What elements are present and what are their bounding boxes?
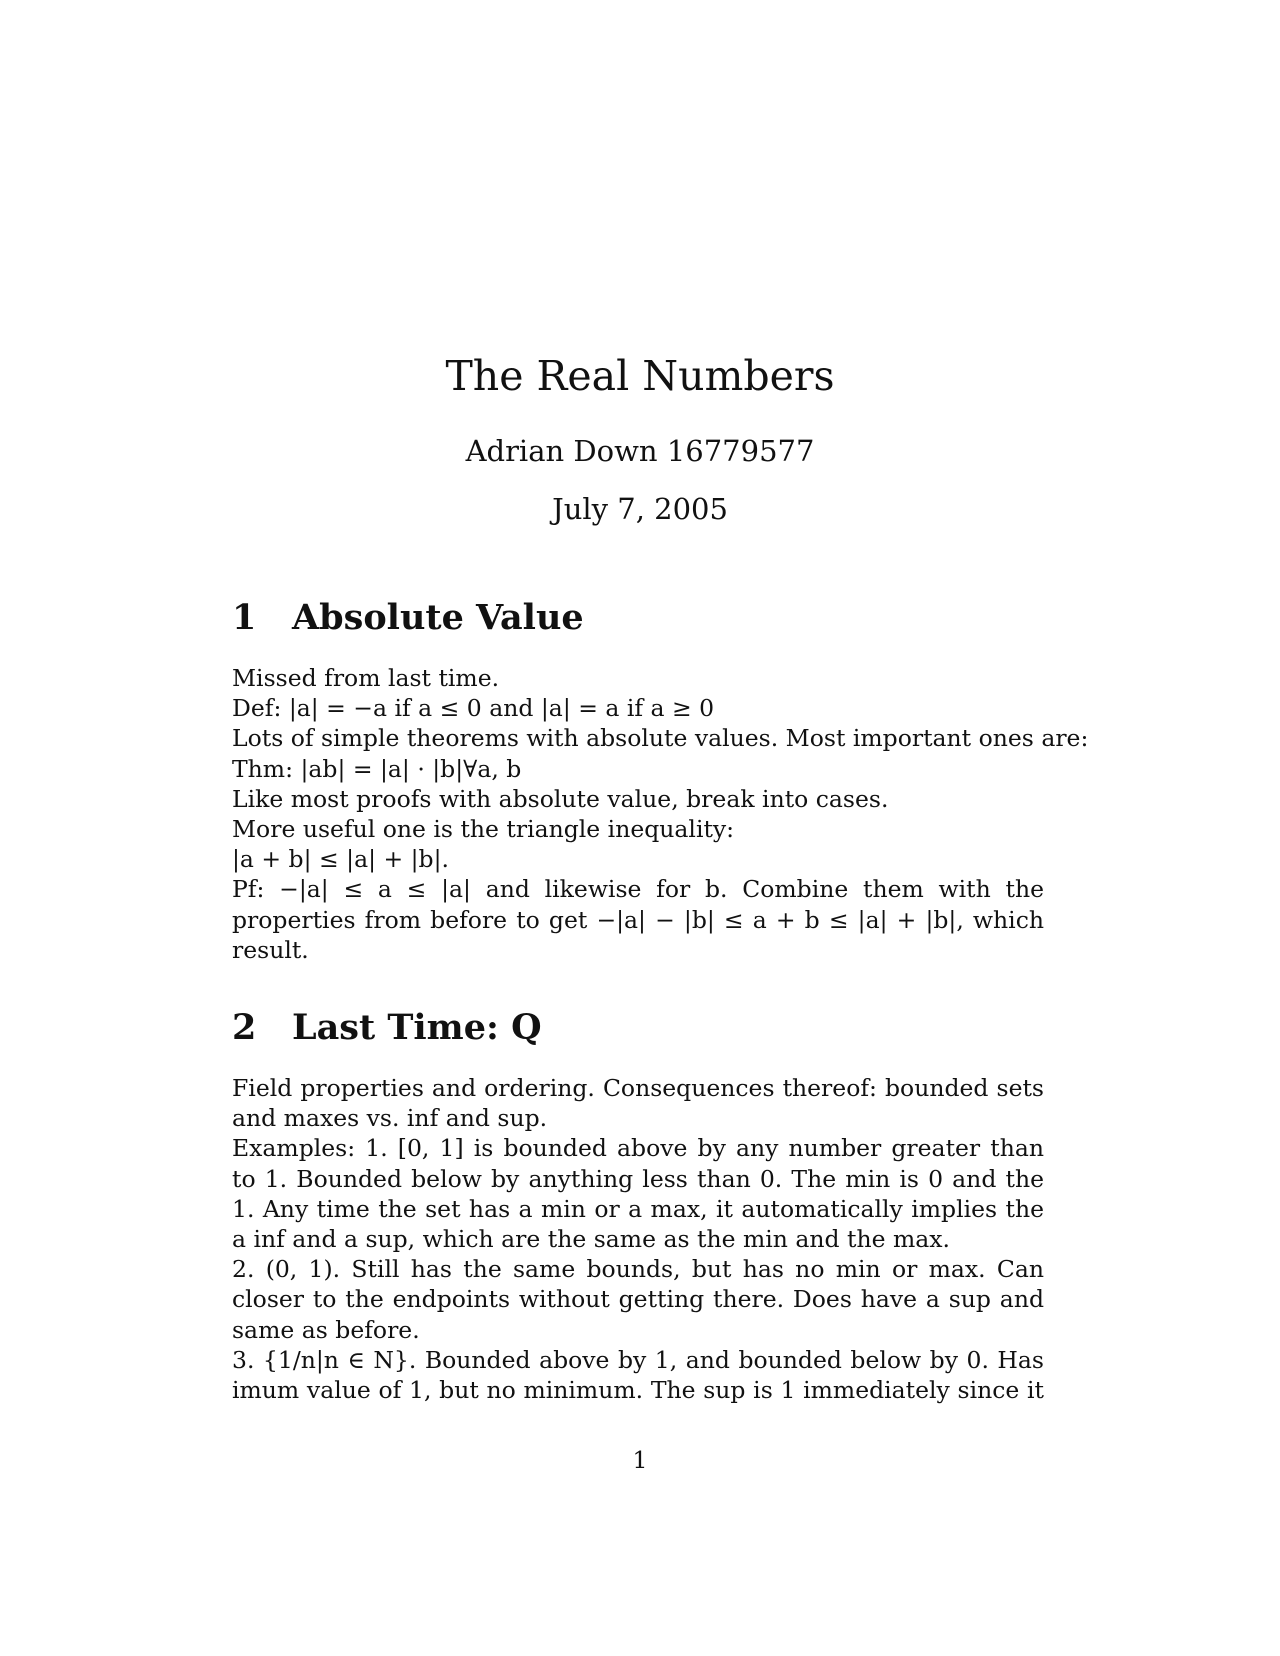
text-line: Field properties and ordering. Consequences thereof: bounded sets — [232, 1074, 1044, 1102]
section-title: Absolute Value — [292, 597, 584, 638]
section-body-absolute-value — [232, 663, 1089, 965]
text-line: Thm: |ab| = |a| · |b|∀a, b — [232, 754, 522, 783]
section-heading-last-time — [232, 1007, 1052, 1049]
section-heading-absolute-value — [232, 597, 1052, 639]
text-line: 2. (0, 1). Still has the same bounds, but has no min or max. Can — [232, 1255, 1044, 1284]
document-date: July 7, 2005 — [552, 492, 728, 526]
document-author: Adrian Down 16779577 — [465, 434, 815, 468]
document-title: The Real Numbers — [445, 352, 835, 400]
text-line: More useful one is the triangle inequality: — [232, 815, 735, 844]
text-line: Like most proofs with absolute value, break into cases. — [232, 784, 889, 813]
text-line: 3. {1/n|n ∈ N}. Bounded above by 1, and bounded below by 0. Has — [232, 1345, 1044, 1374]
page-number: 1 — [632, 1446, 648, 1474]
text-line: Examples: 1. [0, 1] is bounded above by any number greater than — [232, 1134, 1044, 1163]
text-line: result. — [232, 935, 309, 964]
text-line: properties from before to get −|a| − |b| ≤ a + b ≤ |a| + |b|, which — [232, 905, 1044, 934]
text-line: 1. Any time the set has a min or a max, it automatically implies the — [232, 1194, 1044, 1223]
text-line: Lots of simple theorems with absolute values. Most important ones are: — [232, 724, 1089, 753]
section-title: Last Time: Q — [292, 1007, 542, 1048]
text-line: Missed from last time. — [232, 664, 500, 692]
text-line: Def: |a| = −a if a ≤ 0 and |a| = a if a ≥ 0 — [232, 694, 715, 723]
section-number: 2 — [232, 1007, 257, 1048]
text-line: same as before. — [232, 1315, 420, 1344]
section-body-last-time — [232, 1073, 1044, 1405]
section-number: 1 — [232, 597, 257, 638]
text-line: imum value of 1, but no minimum. The sup is 1 immediately since it — [232, 1375, 1044, 1404]
text-line: a inf and a sup, which are the same as the min and the max. — [232, 1224, 950, 1253]
text-line: closer to the endpoints without getting there. Does have a sup and — [232, 1285, 1044, 1314]
text-line: |a + b| ≤ |a| + |b|. — [232, 845, 449, 874]
text-line: to 1. Bounded below by anything less than 0. The min is 0 and the — [232, 1164, 1044, 1193]
text-line: Pf: −|a| ≤ a ≤ |a| and likewise for b. Combine them with the — [232, 875, 1044, 904]
text-line: and maxes vs. inf and sup. — [232, 1104, 548, 1133]
